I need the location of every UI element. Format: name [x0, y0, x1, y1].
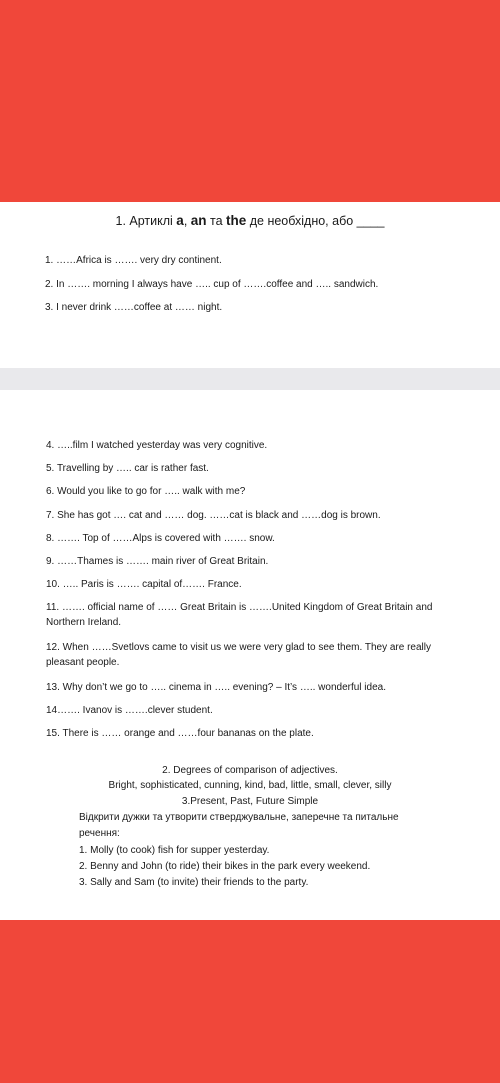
- exercise-item-15: 15. There is …… orange and ……four bananas on the plate.: [46, 728, 314, 739]
- exercise-item-5: 5. Travelling by ….. car is rather fast.: [46, 463, 209, 474]
- red-scribble-top: [0, 0, 500, 202]
- exercise-item-4: 4. …..film I watched yesterday was very cognitive.: [46, 440, 268, 451]
- article-an: an: [190, 213, 207, 228]
- page-gap: [0, 368, 500, 390]
- exercise-item-14: 14……. Ivanov is …….clever student.: [46, 705, 213, 716]
- exercise-item-3: 3. I never drink ……coffee at …… night.: [45, 302, 223, 313]
- section-3-heading: 3.Present, Past, Future Simple: [181, 796, 319, 807]
- heading-suffix: де необхідно, або ____: [246, 214, 385, 228]
- red-scribble-bottom: [0, 920, 500, 1083]
- heading-conjunction: та: [206, 214, 227, 228]
- section-2-heading: 2. Degrees of comparison of adjectives.: [162, 765, 338, 776]
- section-3-instruction-line-2: речення:: [79, 828, 120, 839]
- exercise-item-2: 2. In ……. morning I always have ….. cup of …….coffee and ….. sandwich.: [45, 279, 379, 290]
- exercise-item-11: 11. ……. official name of …… Great Britain is …….United Kingdom of Great Britain and Northern Ireland.: [46, 602, 433, 628]
- exercise-item-8: 8. ……. Top of ……Alps is covered with ……. snow.: [46, 533, 275, 544]
- sentence-item-3: 3. Sally and Sam (to invite) their friends to the party.: [79, 877, 309, 888]
- sentence-item-1: 1. Molly (to cook) fish for supper yesterday.: [79, 845, 270, 856]
- exercise-item-12: 12. When ……Svetlovs came to visit us we were very glad to see them. They are really pleasant people.: [46, 642, 431, 668]
- heading-prefix: Артиклі: [129, 214, 177, 228]
- article-the: the: [226, 213, 247, 228]
- section-3-instruction-line-1: Відкрити дужки та утворити стверджувальне, заперечне та питальне: [79, 812, 399, 823]
- article-a: a: [176, 213, 184, 228]
- exercise-item-7: 7. She has got …. cat and …… dog. ……cat is black and ……dog is brown.: [46, 510, 381, 521]
- exercise-item-6: 6. Would you like to go for ….. walk with me?: [46, 486, 246, 497]
- heading-comma: ,: [183, 214, 191, 228]
- section-1-heading: [0, 213, 500, 228]
- exercise-item-13: 13. Why don’t we go to ….. cinema in ….. evening? – It’s ….. wonderful idea.: [46, 682, 386, 693]
- heading-number: 1.: [115, 214, 126, 228]
- exercise-item-1: 1. ……Africa is ……. very dry continent.: [45, 255, 222, 266]
- exercise-item-10: 10. ….. Paris is ……. capital of……. France.: [46, 579, 242, 590]
- sentence-item-2: 2. Benny and John (to ride) their bikes in the park every weekend.: [79, 861, 371, 872]
- exercise-item-9: 9. ……Thames is ……. main river of Great Britain.: [46, 556, 269, 567]
- adjective-word-list: Bright, sophisticated, cunning, kind, bad, little, small, clever, silly: [108, 780, 392, 791]
